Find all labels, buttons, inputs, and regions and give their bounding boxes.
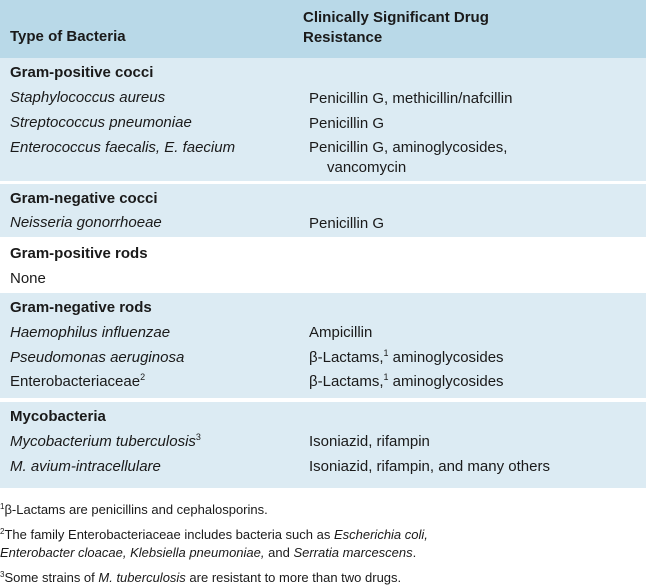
footnote-3 xyxy=(0,569,401,587)
bacteria-name: Streptococcus pneumoniae xyxy=(10,114,192,131)
table-header xyxy=(0,0,646,58)
resistance-value: Isoniazid, rifampin, and many others xyxy=(309,458,550,475)
footnote-italic: Escherichia coli, xyxy=(333,527,428,542)
resistance-line: Penicillin G, aminoglycosides, xyxy=(309,139,508,156)
footnote-text: are resistant to more than two drugs. xyxy=(185,570,402,585)
group-title: Gram-negative cocci xyxy=(10,190,158,207)
bacteria-name: Enterococcus faecalis, E. faecium xyxy=(10,139,236,156)
footnote-italic: M. tuberculosis xyxy=(98,570,186,585)
bacteria-name xyxy=(10,433,201,450)
bacteria-name xyxy=(10,373,145,390)
header-type-of-bacteria: Type of Bacteria xyxy=(10,28,126,45)
footnote-text: . xyxy=(412,545,417,560)
footnote-text: and xyxy=(264,545,294,560)
footnote-ref: 1 xyxy=(383,372,389,382)
header-drug-resistance-line1: Clinically Significant Drug xyxy=(303,9,489,26)
footnote-marker: 3 xyxy=(0,570,5,579)
footnote-marker: 1 xyxy=(0,502,5,511)
resistance-text: aminoglycosides xyxy=(388,373,504,390)
footnote-2 xyxy=(0,526,428,544)
footnote-ref: 2 xyxy=(140,372,146,382)
resistance-value xyxy=(309,348,504,368)
bacteria-name-text: Enterobacteriaceae xyxy=(10,373,141,390)
footnote-ref: 3 xyxy=(195,432,201,442)
resistance-text: β-Lactams, xyxy=(309,349,384,366)
footnote-ref: 1 xyxy=(383,348,389,358)
group-title: Gram-positive rods xyxy=(10,245,148,262)
resistance-value xyxy=(309,372,504,392)
header-drug-resistance xyxy=(303,8,489,48)
footnote-1 xyxy=(0,501,268,519)
resistance-value: Penicillin G xyxy=(309,115,385,132)
bacteria-name: Haemophilus influenzae xyxy=(10,324,171,341)
resistance-value: Penicillin G, methicillin/nafcillin xyxy=(309,90,513,107)
header-drug-resistance-line2: Resistance xyxy=(303,29,383,46)
bacteria-name-text: Mycobacterium tuberculosis xyxy=(10,433,196,450)
bacteria-name: None xyxy=(10,270,46,287)
resistance-value xyxy=(309,138,507,178)
resistance-text: β-Lactams, xyxy=(309,373,384,390)
group-gram-negative-cocci xyxy=(0,184,646,237)
resistance-value: Penicillin G xyxy=(309,215,385,232)
bacteria-name: Staphylococcus aureus xyxy=(10,89,166,106)
footnote-marker: 2 xyxy=(0,527,5,536)
resistance-continuation: vancomycin xyxy=(327,159,407,176)
group-gram-positive-rods xyxy=(0,237,646,293)
footnote-italic: Serratia marcescens xyxy=(293,545,413,560)
bacteria-name: Pseudomonas aeruginosa xyxy=(10,349,185,366)
bacteria-name: M. avium-intracellulare xyxy=(10,458,161,475)
resistance-value: Isoniazid, rifampin xyxy=(309,433,430,450)
footnote-2-line2 xyxy=(0,544,416,562)
group-gram-negative-rods xyxy=(0,293,646,398)
footnote-text: The family Enterobacteriaceae includes bacteria such as xyxy=(4,527,334,542)
group-mycobacteria xyxy=(0,402,646,488)
group-title: Mycobacteria xyxy=(10,408,106,425)
footnote-text: β-Lactams are penicillins and cephalosporins. xyxy=(4,502,268,517)
footnote-italic: Enterobacter cloacae, Klebsiella pneumoniae, xyxy=(0,545,265,560)
bacteria-name: Neisseria gonorrhoeae xyxy=(10,214,162,231)
group-gram-positive-cocci xyxy=(0,58,646,181)
resistance-text: aminoglycosides xyxy=(388,349,504,366)
footnote-text: Some strains of xyxy=(4,570,99,585)
group-title: Gram-positive cocci xyxy=(10,64,154,81)
group-title: Gram-negative rods xyxy=(10,299,152,316)
resistance-value: Ampicillin xyxy=(309,324,373,341)
